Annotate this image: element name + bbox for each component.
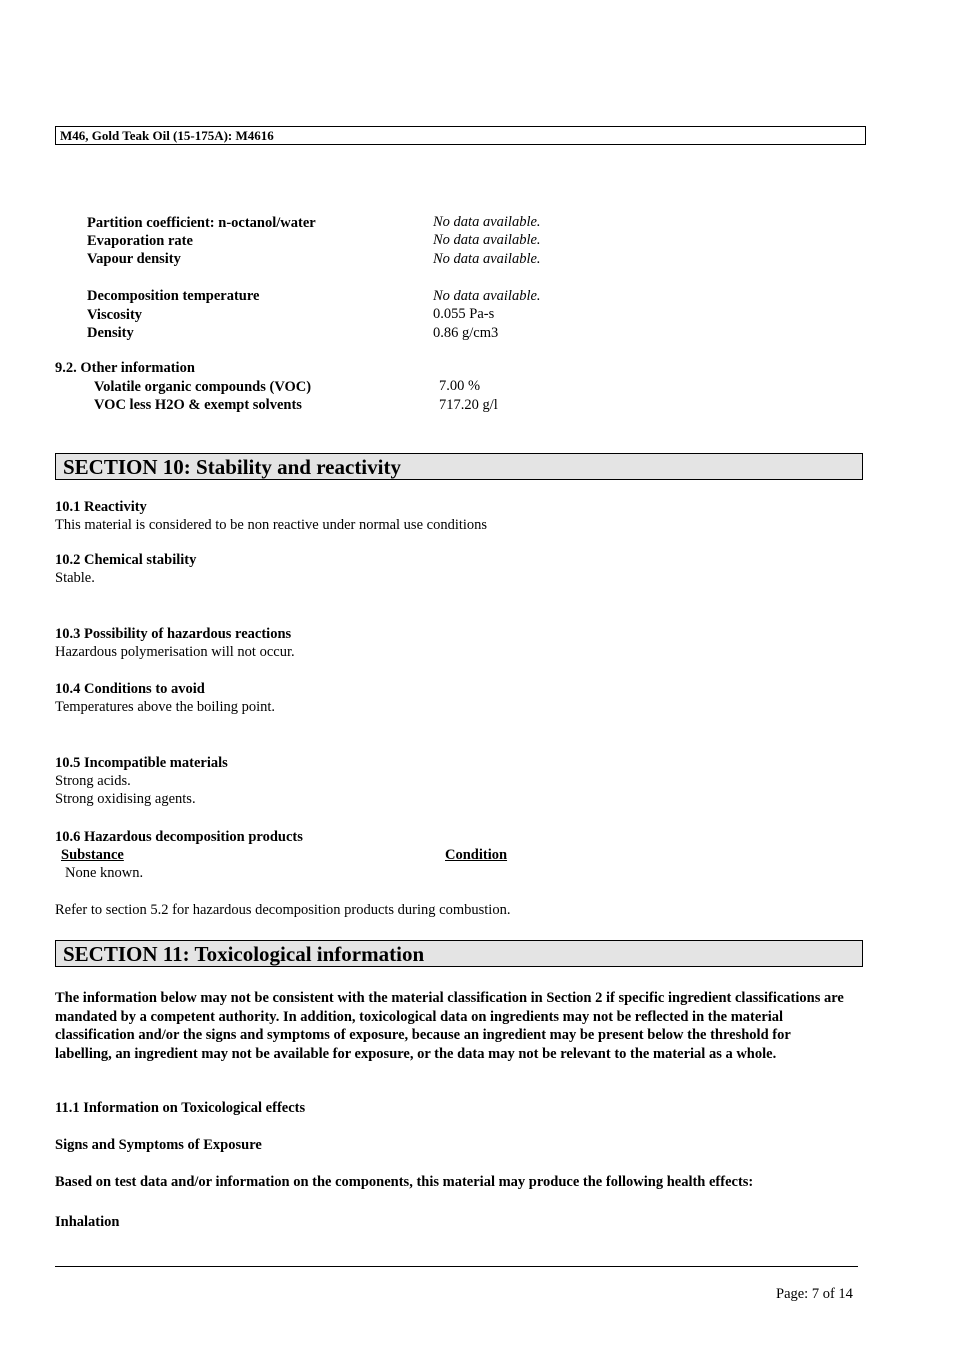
section-11-header [55,940,863,967]
property-label: Vapour density [87,251,181,267]
toxicological-effects-heading: 11.1 Information on Toxicological effects [55,1100,306,1116]
toxicology-intro: The information below may not be consistent with the material classification in Section 2 if specific ingredient classifications are mandated by a competent authority. In addition, toxicological data on ingredients may not be reflected in the material classification and/or the signs and symptoms of exposure, because an ingredient may be present below the threshold for labelling, an ingredient may not be available for exposure, or the data may not be relevant to the material as a whole. [55,990,844,1062]
substance-cell: None known. [65,865,144,881]
stability-heading: 10.2 Chemical stability [55,552,197,568]
property-value: 0.86 g/cm3 [433,325,499,341]
condition-column-header: Condition [445,847,508,863]
reactivity-text: This material is considered to be non reactive under normal use conditions [55,517,488,533]
other-info-heading: 9.2. Other information [55,360,195,376]
other-info-value: 717.20 g/l [439,397,498,413]
stability-text: Stable. [55,570,95,586]
property-value: 0.055 Pa-s [433,306,495,322]
conditions-text: Temperatures above the boiling point. [55,699,276,715]
other-info-label: Volatile organic compounds (VOC) [94,379,312,395]
property-value: No data available. [433,251,541,267]
conditions-heading: 10.4 Conditions to avoid [55,681,205,697]
property-value: No data available. [433,214,541,230]
section-10-header [55,453,863,480]
other-info-value: 7.00 % [439,378,481,394]
reactivity-heading: 10.1 Reactivity [55,499,147,515]
hazardous-reactions-heading: 10.3 Possibility of hazardous reactions [55,626,292,642]
property-label: Decomposition temperature [87,288,260,304]
incompatible-heading: 10.5 Incompatible materials [55,755,228,771]
decomposition-note: Refer to section 5.2 for hazardous decomposition products during combustion. [55,902,511,918]
incompatible-text: Strong acids. [55,773,131,789]
property-value: No data available. [433,288,541,304]
decomposition-heading: 10.6 Hazardous decomposition products [55,829,303,845]
incompatible-text: Strong oxidising agents. [55,791,196,807]
health-effects-statement: Based on test data and/or information on the components, this material may produce the following health effects: [55,1174,754,1190]
page-number: Page: 7 of 14 [776,1286,853,1302]
substance-column-header: Substance [61,847,124,863]
property-label: Viscosity [87,307,143,323]
section-10-title: SECTION 10: Stability and reactivity [63,455,401,479]
document-header [55,126,866,145]
signs-symptoms-heading: Signs and Symptoms of Exposure [55,1137,262,1153]
other-info-label: VOC less H2O & exempt solvents [94,397,302,413]
property-label: Partition coefficient: n-octanol/water [87,215,316,231]
property-value: No data available. [433,232,541,248]
header-title: M46, Gold Teak Oil (15-175A): M4616 [60,128,274,143]
hazardous-reactions-text: Hazardous polymerisation will not occur. [55,644,295,660]
footer-rule [55,1266,858,1267]
property-label: Density [87,325,134,341]
inhalation-heading: Inhalation [55,1214,120,1230]
property-label: Evaporation rate [87,233,193,249]
section-11-title: SECTION 11: Toxicological information [63,942,425,966]
